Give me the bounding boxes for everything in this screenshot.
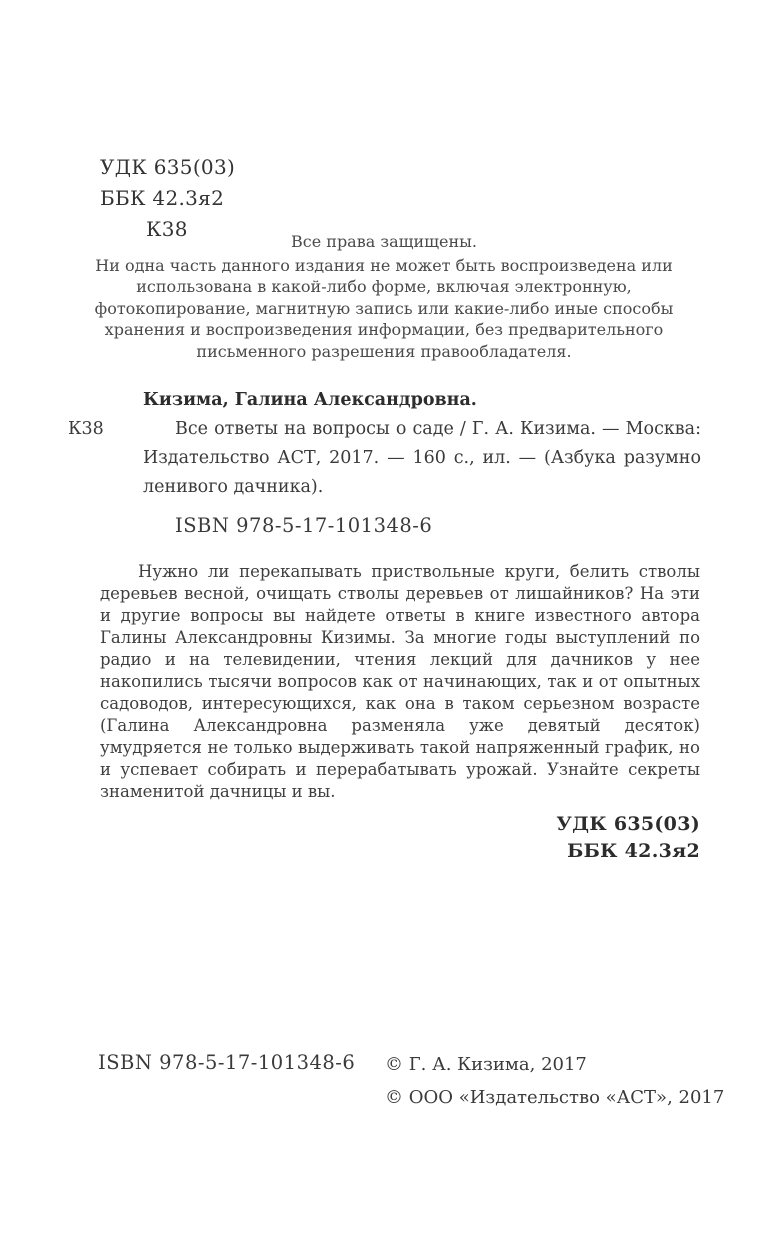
author-heading: Кизима, Галина Александровна. <box>143 390 477 410</box>
copyright-block <box>385 1048 724 1114</box>
bibliographic-description: Все ответы на вопросы о саде / Г. А. Кизима. — Москва: Издательство АСТ, 2017. — 160 с., ил. — (Азбука разумно ленивого дачника). <box>143 419 701 497</box>
bbk-code-bottom: ББК 42.3я2 <box>567 840 700 862</box>
rights-body: Ни одна часть данного издания не может быть воспроизведена или использована в какой-либо форме, включая электронную, фотокопирование, магнитную запись или какие-либо иные способы хранения и воспроизведения информации, без предварительного письменного разрешения правообладателя. <box>94 255 674 361</box>
udc-code-top: УДК 635(03) <box>100 155 236 179</box>
isbn-catalog: ISBN 978-5-17-101348-6 <box>175 514 433 537</box>
classification-bottom <box>100 811 700 865</box>
bbk-code-top: ББК 42.3я2 <box>100 186 225 210</box>
catalog-entry <box>68 386 701 502</box>
annotation-text: Нужно ли перекапывать приствольные круги, белить стволы деревьев весной, очищать стволы деревьев от лишайников? На эти и другие вопросы вы найдете ответы в книге известного автора Галины Александровны Кизимы. За многие годы выступлений по радио и на телевидении, чтения лекций для дачников у нее накопились тысячи вопросов как от начинающих, так и от опытных садоводов, интересующихся, как она в таком серьезном возрасте (Галина Александровна разменяла уже девятый десяток) умудряется не только выдерживать такой напряженный график, но и успевает собирать и перерабатывать урожай. Узнайте секреты знаменитой дачницы и вы. <box>100 562 700 801</box>
udc-code-bottom: УДК 635(03) <box>556 813 700 835</box>
annotation-section <box>100 561 700 865</box>
copyright-publisher: © ООО «Издательство «АСТ», 2017 <box>385 1087 725 1108</box>
isbn-imprint: ISBN 978-5-17-101348-6 <box>98 1051 356 1074</box>
author-code-margin: К38 <box>68 419 104 439</box>
copyright-author: © Г. А. Кизима, 2017 <box>385 1054 587 1075</box>
rights-notice <box>74 231 694 362</box>
rights-title: Все права защищены. <box>291 232 477 251</box>
author-code-top: К38 <box>146 217 188 241</box>
